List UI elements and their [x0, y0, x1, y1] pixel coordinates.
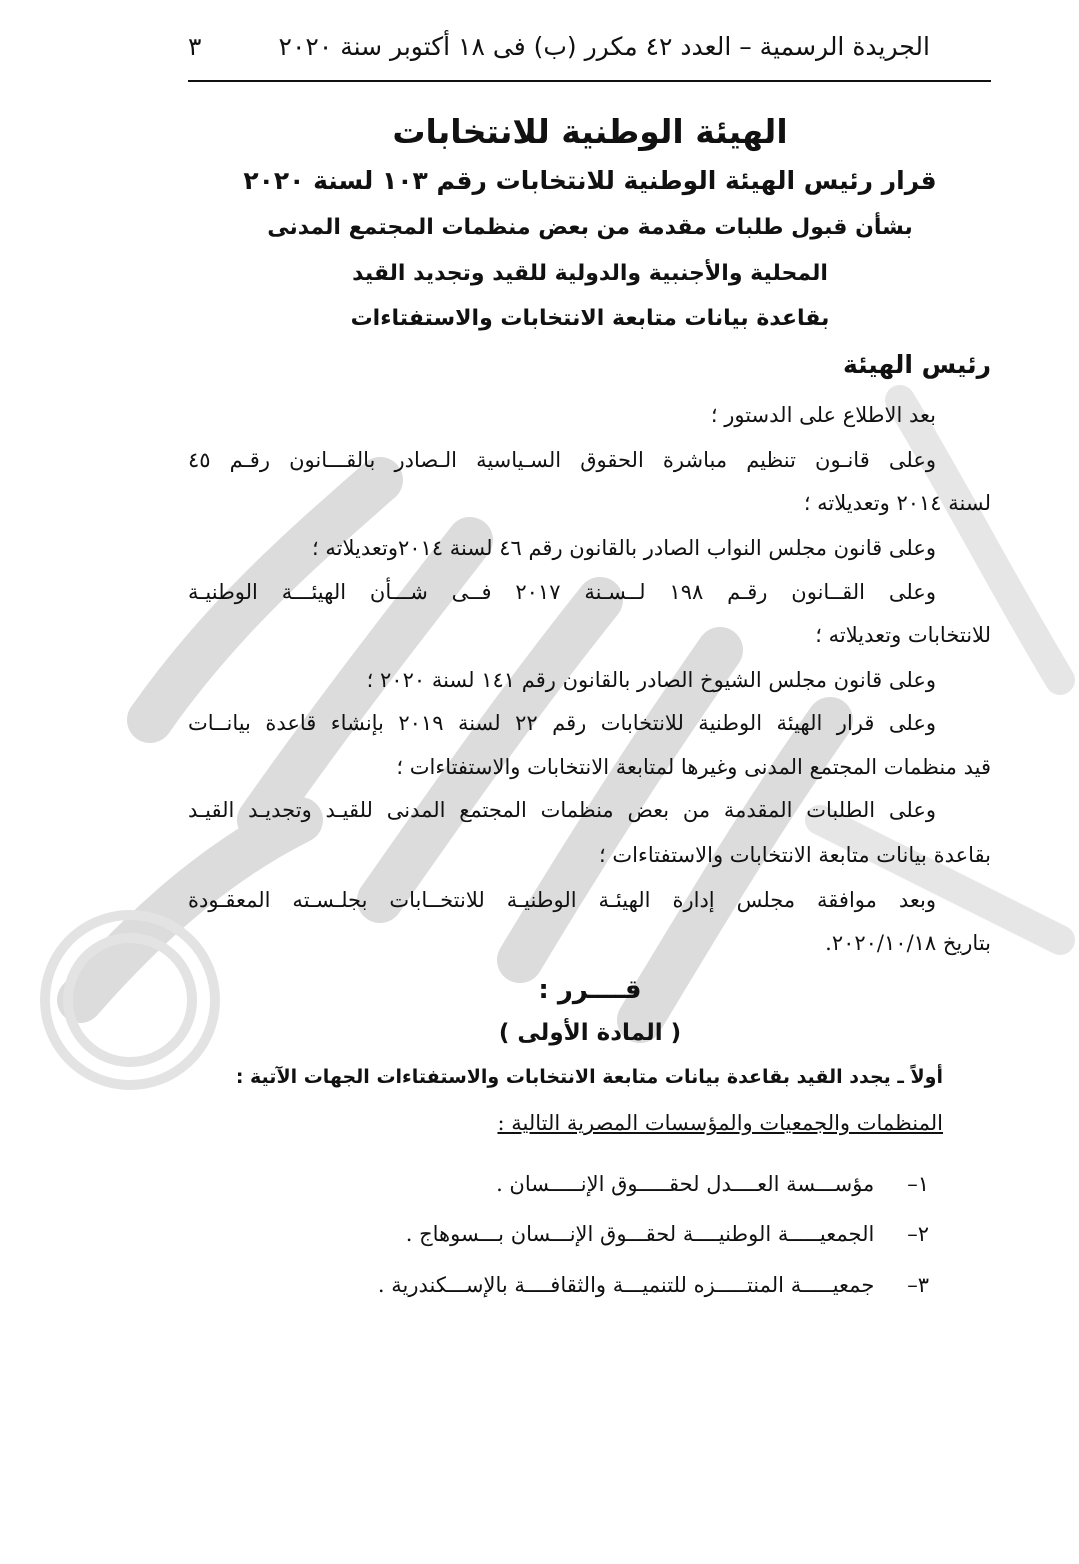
- article-heading: ( المادة الأولى ): [498, 1020, 682, 1046]
- decree-word: قــــرر :: [538, 975, 642, 1005]
- subject-line-2: المحلية والأجنبية والدولية للقيد وتجديد القيد: [352, 261, 828, 286]
- list-item-text: جمعيـــــة المنتـــــزه للتنميـــة والثقافــــة بالإســـكندرية .: [377, 1273, 875, 1297]
- list-item-text: مؤســـسة العــــدل لحقـــــوق الإنـــــسان .: [496, 1172, 875, 1196]
- group-heading: المنظمات والجمعيات والمؤسسات المصرية التالية :: [497, 1111, 943, 1135]
- running-header: [188, 32, 930, 61]
- list-item: [406, 1222, 929, 1246]
- list-item-number: ١–: [907, 1172, 929, 1196]
- list-item: [496, 1172, 929, 1196]
- preamble-line: بتاريخ ٢٠٢٠/١٠/١٨.: [825, 931, 991, 955]
- preamble-line: وبعد موافقة مجلس إدارة الهيئـة الوطنيـة للانتخــابات بجلـسـته المعقـودة: [188, 888, 936, 912]
- list-item-text: الجمعيـــــة الوطنيــــة لحقـــوق الإنـــسان بـــسوهاج .: [405, 1222, 875, 1246]
- preamble-line: وعلى قانـون تنظيم مباشرة الحقوق السـياسية الـصادر بالقـــانون رقـم ٤٥: [188, 448, 936, 472]
- list-item-number: ٣–: [907, 1273, 929, 1297]
- preamble-line: وعلى الطلبات المقدمة من بعض منظمات المجتمع المدنى للقيـد وتجديـد القيـد: [188, 798, 936, 822]
- first-clause: أولاً ـ يجدد القيد بقاعدة بيانات متابعة الانتخابات والاستفتاءات الجهات الآتية :: [235, 1066, 943, 1088]
- preamble-line: بقاعدة بيانات متابعة الانتخابات والاستفتاءات ؛: [599, 843, 991, 867]
- decree-title: قرار رئيس الهيئة الوطنية للانتخابات رقم ١٠٣ لسنة ٢٠٢٠: [243, 166, 937, 195]
- header-title: الجريدة الرسمية – العدد ٤٢ مكرر (ب) فى ١٨ أكتوبر سنة ٢٠٢٠: [278, 32, 930, 61]
- list-item: [378, 1273, 929, 1297]
- preamble-line: وعلى قرار الهيئة الوطنية للانتخابات رقم ٢٢ لسنة ٢٠١٩ بإنشاء قاعدة بيانــات: [188, 711, 936, 735]
- issuer-heading: رئيس الهيئة: [842, 350, 991, 379]
- subject-line-3: بقاعدة بيانات متابعة الانتخابات والاستفتاءات: [350, 306, 830, 331]
- authority-title: الهيئة الوطنية للانتخابات: [392, 112, 788, 151]
- preamble-line: للانتخابات وتعديلاته ؛: [815, 623, 991, 647]
- header-rule: [188, 80, 991, 82]
- preamble-line: لسنة ٢٠١٤ وتعديلاته ؛: [803, 491, 991, 515]
- preamble-line: وعلى قانون مجلس الشيوخ الصادر بالقانون رقم ١٤١ لسنة ٢٠٢٠ ؛: [366, 668, 936, 692]
- subject-line-1: بشأن قبول طلبات مقدمة من بعض منظمات المجتمع المدنى: [267, 215, 913, 240]
- list-item-number: ٢–: [907, 1222, 929, 1246]
- page-number: ٣: [188, 32, 202, 61]
- preamble-line: قيد منظمات المجتمع المدنى وغيرها لمتابعة الانتخابات والاستفتاءات ؛: [396, 755, 991, 779]
- preamble-line: وعلى القــانون رقـم ١٩٨ لــسـنة ٢٠١٧ فــى شـــأن الهيئـــة الوطنيـة: [188, 580, 936, 604]
- preamble-line: بعد الاطلاع على الدستور ؛: [710, 403, 936, 427]
- preamble-line: وعلى قانون مجلس النواب الصادر بالقانون رقم ٤٦ لسنة ٢٠١٤وتعديلاته ؛: [312, 536, 936, 560]
